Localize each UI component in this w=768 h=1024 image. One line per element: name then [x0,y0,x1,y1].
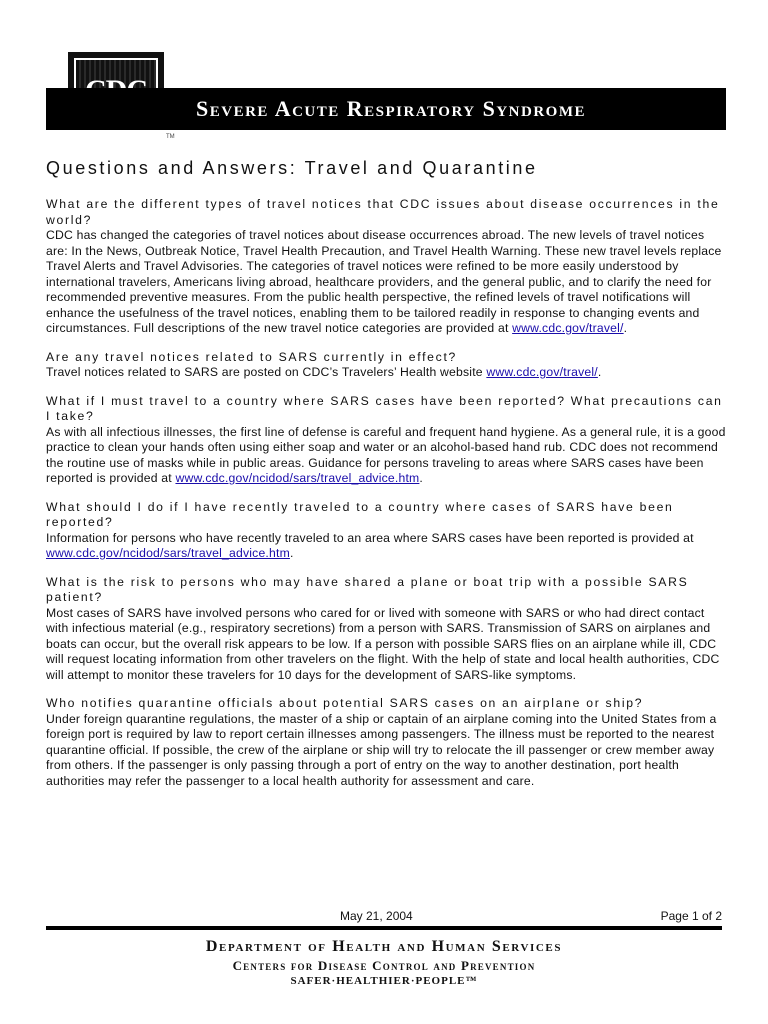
answer-suffix: . [289,546,294,560]
answer-text: CDC has changed the categories of travel notices about disease occurrences abroad. The new levels of travel notices are: In the News, Outbreak Notice, Travel Health Precaution, and Travel Health Warning. These new travel levels replace Travel Alerts and Travel Advisories. The categories of travel notices were refined to be more easily understood by international travelers, Americans living abroad, healthcare providers, and the general public, and to clarify the need for recommended preventive measures. From the public health perspective, the refined levels of travel notifications will enhance the usefulness of the travel notices, enabling them to be tailored readily in response to changing events and circumstances. Full descriptions of the new travel notice categories are provided at [46,228,722,335]
banner-title: Severe Acute Respiratory Syndrome [196,96,586,121]
title-banner [46,88,726,130]
answer: Most cases of SARS have involved persons who cared for or lived with someone with SARS or who had direct contact with infectious material (e.g., respiratory secretions) from a person with SARS. Transmission of SARS on airplanes and boats can occur, but the overall risk appears to be low. If a person with possible SARS flies on an airplane while ill, CDC will request locating information from other travelers on the flight. With the help of state and local health authorities, CDC will attempt to monitor these travelers for 10 days for the development of SARS-like symptoms. [46,605,720,682]
qa-item [46,394,726,487]
footer-divider [46,926,722,930]
document-body [46,158,726,802]
page-title: Questions and Answers: Travel and Quarantine [46,158,538,178]
answer-suffix: . [419,471,423,485]
recent-travel-advice-link[interactable]: www.cdc.gov/ncidod/sars/travel_advice.htm [46,546,290,560]
document-header [46,52,726,142]
qa-item [46,500,726,562]
travel-notices-link[interactable]: www.cdc.gov/travel/ [512,321,624,335]
answer-text: As with all infectious illnesses, the first line of defense is careful and frequent hand hygiene. As a general rule, it is a good practice to clean your hands often using either soap and water or an alcohol-based hand rub. CDC does not recommend the routine use of masks while in public areas. Guidance for persons traveling to areas where SARS cases have been reported is provided at [46,424,726,485]
question: What are the different types of travel notices that CDC issues about disease occurrences in the world? [46,197,720,227]
answer-text: Information for persons who have recently traveled to an area where SARS cases have been reported is provided at [46,530,694,545]
qa-item [46,575,726,684]
answer-suffix: . [623,321,628,335]
question: What should I do if I have recently traveled to a country where cases of SARS have been reported? [46,499,674,529]
question: Are any travel notices related to SARS currently in effect? [46,349,458,364]
travel-advice-link[interactable]: www.cdc.gov/ncidod/sars/travel_advice.htm [175,471,420,485]
question: What if I must travel to a country where SARS cases have been reported? What precautions can I take? [46,393,723,423]
answer: Under foreign quarantine regulations, the master of a ship or captain of an airplane coming into the United States from a foreign port is required by law to report certain illnesses among passengers. The illness must be reported to the nearest quarantine official. If possible, the crew of the airplane or ship will try to relocate the ill passenger or crew member away from others. If the passenger is only passing through a port of entry on the way to another destination, port health authorities may refer the passenger to a local health authority for assessment and care. [46,711,717,788]
department-name: Department of Health and Human Services [205,938,563,955]
answer [46,365,726,381]
answer [46,228,726,337]
travelers-health-link[interactable]: www.cdc.gov/travel/ [486,365,598,379]
answer [46,425,726,487]
question: What is the risk to persons who may have shared a plane or boat trip with a possible SARS patient? [46,574,689,604]
qa-item [46,350,726,381]
logo-trademark: TM [166,134,175,140]
agency-name: Centers for Disease Control and Prevention [232,958,536,973]
page-number: Page 1 of 2 [660,909,722,923]
answer-text: Travel notices related to SARS are posted on CDC’s Travelers’ Health website [46,365,487,379]
footer-date: May 21, 2004 [340,909,413,923]
answer [46,531,726,562]
answer-suffix: . [597,365,602,379]
question: Who notifies quarantine officials about potential SARS cases on an airplane or ship? [46,696,644,710]
qa-item [46,197,726,337]
qa-item [46,696,726,789]
agency-slogan: SAFER·HEALTHIER·PEOPLE™ [290,975,478,987]
